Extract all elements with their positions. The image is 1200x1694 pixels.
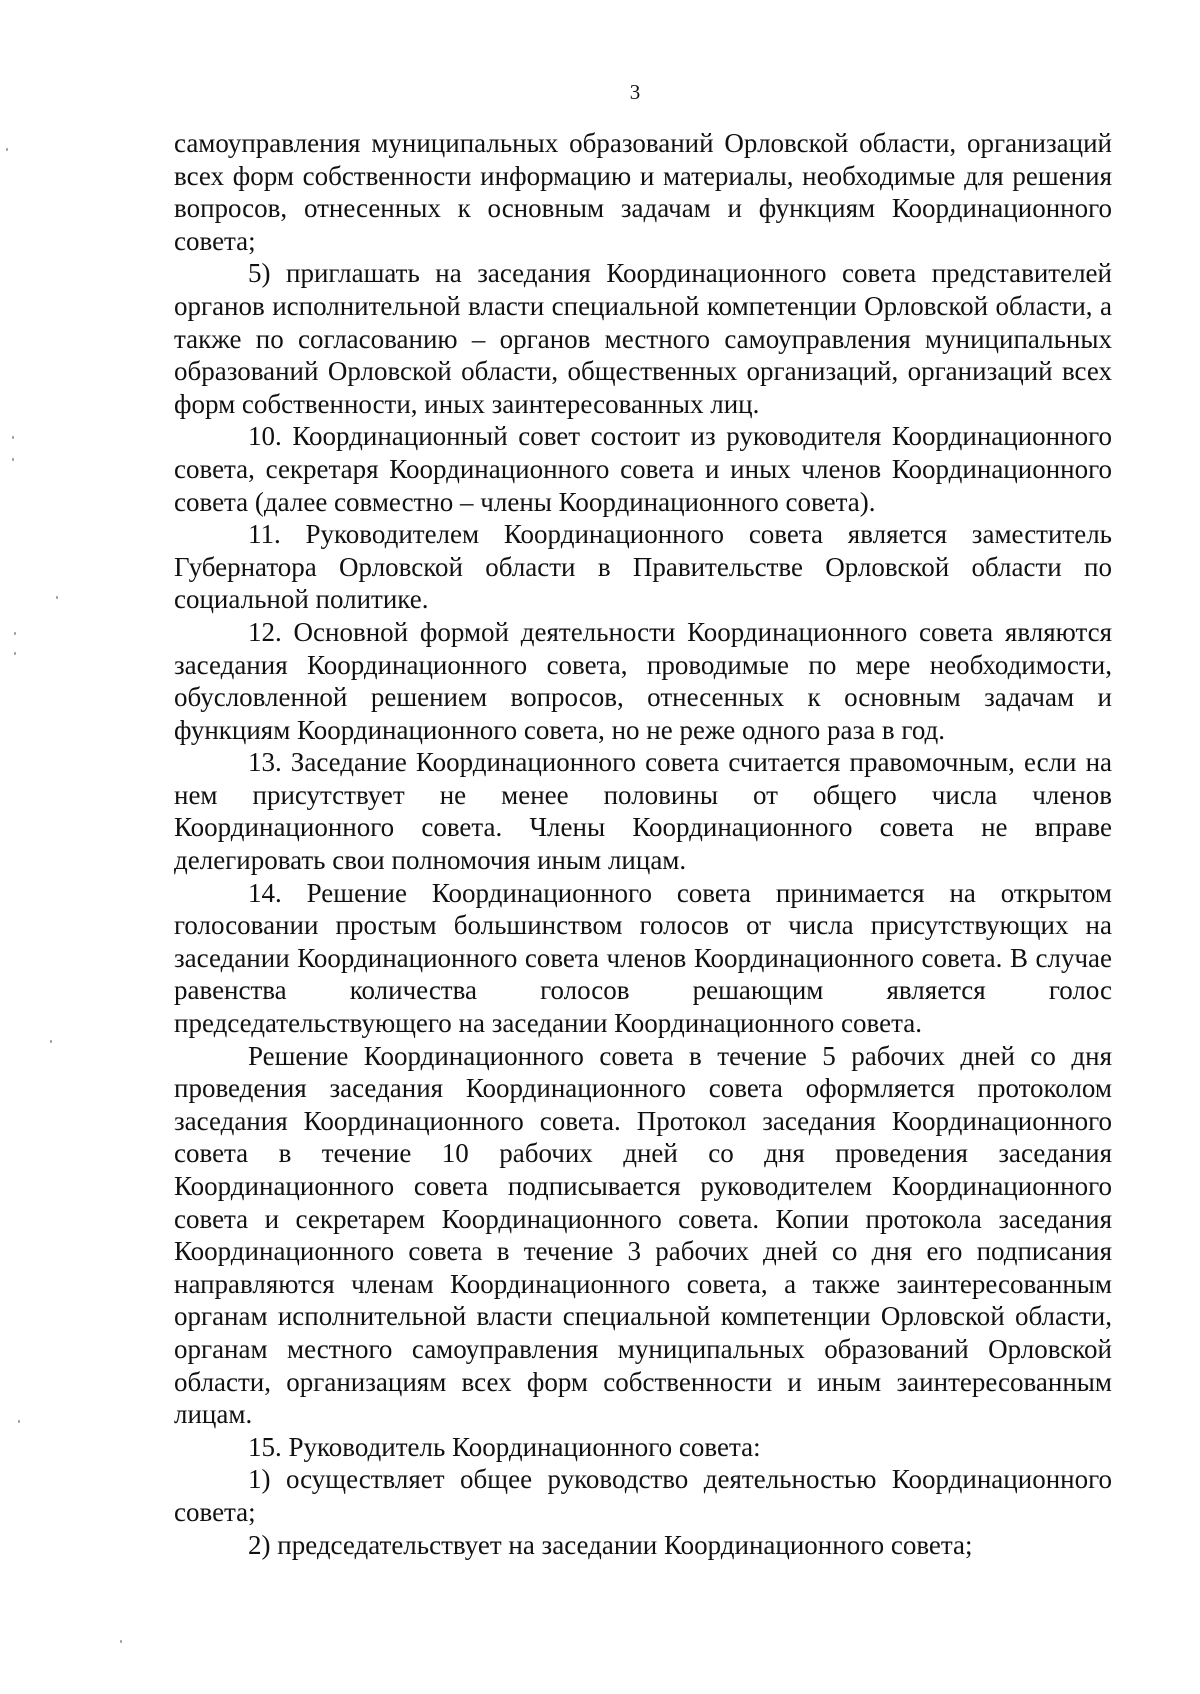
paragraph: 1) осуществляет общее руководство деятельностью Координационного совета; — [174, 1464, 1112, 1527]
paragraph: самоуправления муниципальных образований Орловской области, организаций всех форм собственности информацию и материалы, необходимые для решения вопросов, отнесенных к основным задачам и функциям Координационного совета; — [174, 128, 1112, 256]
scan-speck — [14, 632, 16, 635]
paragraph: Решение Координационного совета в течение 5 рабочих дней со дня проведения заседания Координационного совета оформляется протоколом заседания Координационного совета. Протокол заседания Координационного совета в течение 10 рабочих дней со дня проведения заседания Координационного совета подписывается руководителем Координационного совета и секретарем Координационного совета. Копии протокола заседания Координационного совета в течение 3 рабочих дней со дня его подписания направляются членам Координационного совета, а также заинтересованным органам исполнительной власти специальной компетенции Орловской области, органам местного самоуправления муниципальных образований Орловской области, организациям всех форм собственности и иным заинтересованным лицам. — [174, 1040, 1112, 1430]
page-number: 3 — [629, 80, 641, 104]
document-body — [174, 127, 1112, 1561]
scan-speck — [12, 458, 14, 461]
paragraph: 12. Основной формой деятельности Координационного совета являются заседания Координационного совета, проводимые по мере необходимости, обусловленной решением вопросов, отнесенных к основным задачам и функциям Координационного совета, но не реже одного раза в год. — [174, 616, 1112, 745]
paragraph: 15. Руководитель Координационного совета: — [248, 1431, 761, 1462]
paragraph: 13. Заседание Координационного совета считается правомочным, если на нем присутствует не менее половины от общего числа членов Координационного совета. Члены Координационного совета не вправе делегировать свои полномочия иным лицам. — [174, 747, 1112, 876]
scan-speck — [18, 1420, 20, 1423]
scan-speck — [56, 596, 58, 599]
paragraph: 5) приглашать на заседания Координационного совета представителей органов исполнительной власти специальной компетенции Орловской области, а также по согласованию – органов местного самоуправления муниципальных образований Орловской области, общественных организаций, организаций всех форм собственности, иных заинтересованных лиц. — [174, 258, 1112, 419]
scan-speck — [50, 1040, 52, 1043]
paragraph: 11. Руководителем Координационного совета является заместитель Губернатора Орловской области в Правительстве Орловской области по социальной политике. — [174, 519, 1112, 615]
paragraph: 2) председательствует на заседании Координационного совета; — [248, 1529, 973, 1560]
scan-speck — [14, 652, 16, 655]
scan-speck — [120, 1640, 122, 1643]
scan-speck — [12, 436, 14, 439]
paragraph: 14. Решение Координационного совета принимается на открытом голосовании простым большинством голосов от числа присутствующих на заседании Координационного совета членов Координационного совета. В случае равенства количества голосов решающим является голос председательствующего на заседании Координационного совета. — [174, 877, 1112, 1039]
paragraph: 10. Координационный совет состоит из руководителя Координационного совета, секретаря Координационного совета и иных членов Координационного совета (далее совместно – члены Координационного совета). — [174, 421, 1112, 517]
scan-speck — [6, 148, 8, 151]
